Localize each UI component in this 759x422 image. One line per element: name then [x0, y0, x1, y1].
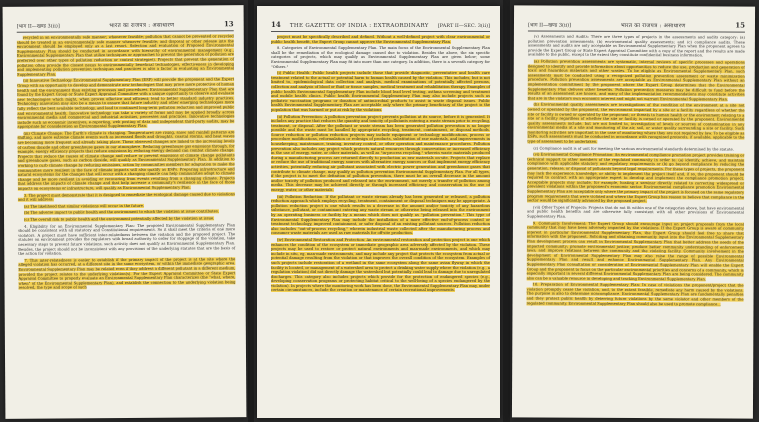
paragraph [527, 283, 744, 307]
highlighted-text: 10. Preparation of Environmental Supplementary Plan: In case of violations the proponent/project that the violation promptly cease the violation, and, to the extent feasible, remediate any harm caused by the violations. The purpose is also to determine noncompliance. Environmental Supplementary Plan are fundamentally penalties and they protect public health by deterring future violations by the same violator and other members of the regulated community. Environmental Supplementary Plan should also be used to promote compliance... [526, 282, 744, 307]
paragraph [271, 71, 490, 112]
gazette-page-13 [3, 5, 247, 419]
paragraph [271, 35, 490, 44]
paragraph [17, 78, 234, 130]
paragraph [18, 216, 235, 222]
page-header [17, 19, 234, 33]
header-title: भारत का राजपत्र : असाधारण [620, 22, 686, 30]
gazette-page-15 [512, 5, 755, 418]
highlighted-text: 9. Community Involvement: The Expert Group should encourage input on project proposals from the local community that may have been adversely impacted by the violations. If the Expert Group is aware of community interest in particular Environmental Supplementary Plan, the Expert Group should feel free to share that information with the proponent. Soliciting and obtaining community input into the Environmental Supplementary Plan development process can result in Environmental Supplementary Plan that better address the needs of the impacted community; promote environmental justice; produce better community understanding of enforcement laws; and improve relations between the community and the violating facility. Community involvement in the development of Environmental Supplementary Plan may also raise the range of possible Environmental Supplementary Plan and result and enhance Environmental Supplementary Plan. Any Environmental Supplementary Plan consultation or consideration of Environmental Supplementary Plan will enable the Expert Group and the proponent to focus on the particular environmental priorities and concerns of a community, which is especially important in several different Environmental Supplementary Plan are being considered. The community also can be a valuable resource in developing and tracking Environmental Supplementary Plan. [526, 221, 744, 282]
paragraph-text: 8. Categories of Environmental Supplementary Plan. The main focus of the Environmental Supplementary Plan shall be the remediation of the ecological damage caused due to violation. Besides the above, the six specific categories of projects, which may qualify as Environmental Supplementary Plan are given below; some Environmental Supplementary Plan may fit into more than one category. In addition, there is a seventh category for "Others." [271, 46, 490, 69]
paragraph-text: (vii) Other Types of Projects: Projects that do not fit within one of the categories above, but have environmental and public health benefits and are otherwise fully consistent with all other provisions of Environmental Supplementary Plan. [526, 205, 745, 219]
page-number: 15 [735, 20, 745, 30]
highlighted-text: recycled in an environmentally safe manner; whenever feasible; pollution that cannot be prevented or recycled should be treated in an environmentally safe manner whenever feasible; and disposal or other release into the environment should be employed only as a last resort. Selection and evaluation of Proposed Environmental Supplementary Plan should be conducted in accordance with hierarchy of environmental management (e.g., Environmental Supplementary Plan that utilize techniques or approaches to prevent the generation of pollution are preferred over other types of pollution reduction or control strategies). Projects that prevent the generation of pollution often provide the closest nexus to environmentally beneficial technologies, effectiveness in developing and implementing pollution prevention techniques and practices is also a factor in evaluating an Environmental Supplementary Plan. [16, 34, 235, 77]
paragraph [17, 130, 234, 191]
paragraph [17, 34, 234, 77]
page-gap-right [503, 0, 510, 422]
page-number: 14 [271, 20, 281, 29]
paragraph [18, 210, 235, 216]
paragraph [527, 221, 744, 282]
highlighted-text: (a) Pollution prevention assessments are systematic, internal reviews of specific processes and operations designed to identify and provide information about opportunities to reduce the use, production and generation of toxic and hazardous materials and other wastes. To be eligible as Environmental Supplementary Plan, such assessments must be conducted using a recognized pollution prevention assessment or waste minimization procedure. Pollution prevention assessments are acceptable as Environmental Supplementary Plan without an implementation commitment by the proponent where the Expert Group determines that the Environmental Supplementary Plan delivers other benefits. Pollution prevention measures may be difficult to fund before the results of an assessment are known, and many of the implementation recommendations may constitute activities that are in the violators own economic interest and might not warrant Environmental Supplementary Plan. [527, 59, 745, 102]
highlighted-text: (a) The likelihood that similar violations will occur in the future. [23, 203, 145, 209]
header-title: भारत का राजपत्र : असाधारण [109, 22, 175, 30]
paragraph [18, 257, 235, 291]
paragraph [528, 34, 745, 58]
paragraph [527, 205, 744, 220]
paragraph-text: (c) Compliance audit is of unit for meeting the various environmental standards determined by the statute. [533, 146, 734, 152]
highlighted-text: 7. This inter-relatedness is easier to establish if the primary impact of the project is at the site where the alleged violation has occurred, at a different site in the same ecosystem, or within the immediate geographic area. Environmental Supplementary Plan may be related even if they address a different pollutant in a different medium, provided the project relates to the underlying violation(s). For the Expert Appraisal Committee or State Expert Appraisal Committee to properly evaluate an Environmental Supplementary Plan characterizes (the "what, where, when" of the Environmental Supplementary Plan), and establish the connection to the underlying violation being resolved, the type and scope of such [18, 256, 236, 291]
highlighted-text: (i) Public Health: Public health projects include those that provide diagnostic, preventative and health care treatment related to the actual or potential harm to human health caused by the violation. This includes, but is not limited to, epidemiological data collection and analysis, medical examinations of potentially affected persons, collection and analysis of blood or fluid or tissue samples, medical treatment and rehabilitation therapy. Examples of public health Environmental Supplementary Plan include blood lead level testing, asthma screening and treatment and mobile health clinics. Public health Environmental Supplementary Plan may also include projects such as pediatric vaccination programs or donation of antimicrobial products to assist in waste disposal issues. Public health Environmental Supplementary Plan are acceptable only where the primary beneficiary of the project is the population that was harmed or put at risk by the violations. [271, 71, 490, 112]
highlighted-text: (ii) Innovative Technology Environmental Supplementary Plan (ESP) will provide the proponent and the Expert Group with an opportunity to develop and demonstrate new technologies that may prove more protective of human health and the environment than existing processes and procedures. Environmental Supplementary Plan that are found by the Expert Group or State Expert Appraisal Committee with a unique opportunity to observe and evaluate new technologies which might, when proven effective and efficient; lead to better standard industry practices. Technology innovation may also be a means to ensure that future industry and other emerging technologies more fully reflect the best available technology, and lead to continued long-term pollution reduction and improved public and environmental health. Innovative technology can take a variety of forms and may be applied broadly across environmental media and commercial and industrial activities, processes and practices. Innovative technologies include such as economic incentives, e-reporting, web posting of data and independent third-party audits, may be appropriate for consideration as Environmental Supplementary Plan. [17, 77, 235, 130]
highlighted-text: (b) The adverse impact to public health and the environment to which the violation at issue contributes. [23, 209, 219, 216]
paragraph [528, 59, 745, 101]
header-title: THE GAZETTE OF INDIA : EXTRAORDINARY [289, 23, 429, 29]
highlighted-text: (b) Environmental quality assessments are investigations of the condition of the environment at a site not owned or operated by the proponent, the environment impacted by a site or a facility regardless of whether the site or facility is owned or operated by the proponent; or threats to human health or the environment relating to a site or a facility regardless of whether the site or facility is owned or operated by the proponent. Environmental quality assessments include, but are not limited to, investigation of levels or sources of contamination in any environmental media at a site and monitoring of the air, soil, or water quality surrounding a site or facility. Such monitoring activities are important in the case of monitoring where they are not required by law. To be eligible as ESPs, such assessments must be conducted in accordance with recognized protocols, if available, applicable to the type of assessment to be undertaken. [527, 102, 745, 144]
highlighted-text: (iv) Environmental Restoration and Protection: An environmental restoration and protection project is one which enhances the condition of the ecosystem or immediate geographic area adversely affected by the violation. These projects may be used to restore or protect natural environments and man-made environments, and which may include in situ, eg, man-made environments, and may include any project that protects the ecosystem from actual or potential damage resulting from the violation or that improves the overall condition of the ecosystem. Examples of such projects include restoration of a wetland in the same ecosystem along the same avian flyway in which the facility is located, or management of a watershed area to protect a drinking water supply where the violation (e.g., a regulation violation) did not directly damage the watershed but potentially could lead to damage due to unregulated discharges. This category also includes projects which provide for the protection of endangered species (e.g., developing conservation programs or protecting habitat critical to the well-being of a species endangered by the violation). In projects where the monitoring work has been done, the Environmental Supplementary Plan may, under certain circumstances, include the creation or maintenance of certain recreational improvements. [271, 237, 490, 293]
highlighted-text: (ii) Pollution Prevention: A pollution prevention project prevents pollution at its source, before it is generated. It includes any practice that reduces the quantity and toxicity of pollutants entering a waste stream prior to recycling, treatment, or disposal. After the pollutant or waste stream has been generated pollution prevention is no longer possible and the waste must be handled by appropriate recycling, treatment, containment, or disposal methods. Source reduction or pollution reduction projects may include equipment or technology modifications, process or procedure modifications, reformulation or redesign of products, substitution of raw materials, and improvements in housekeeping, maintenance, training, inventory control, or other operation and maintenance procedures. Pollution prevention also includes any project which protects natural resources through conservation or increased efficiency in the use of energy, water, or other materials, as well as "in-process recycling," wherein waste materials produced during a manufacturing process are returned directly to production as raw materials on-site. Projects that replace or reduce the use of traditional energy sources with alternative energy sources or that implement energy efficiency activities, potentially reducing air pollutant associated with electric power generation and greenhouse gases that contribute to climate change, may qualify as pollution prevention Environmental Supplementary Plan. For all types, if the project is to meet the definition of pollution prevention, there must be an overall decrease in the amount and/or toxicity of pollution produced and released into the environment, not merely a transfer of pollution among media. This decrease may be achieved directly or through increased efficiency and conservation in the use of energy, water, or other materials. [271, 114, 490, 192]
paragraph-text: (v) Assessments and Audits: There are three types of projects in the assessments and audits category: (a) pollution prevention assessments; (b) environmental quality assessments; and (c) compliance audits. These assessments and audits are only acceptable as Environmental Supplementary Plan when the proponent agrees to provide the Expert Group or State Expert Appraisal Committee with a copy of the report and the results are made available to the public, except to the extent they constitute confidential business information. [527, 34, 745, 58]
page-body [527, 34, 745, 306]
page-header [528, 19, 745, 32]
paragraph-text: 4. Eligibility for an Environmental Supplementary Plan: The proposed Environmental Supplementary Plan should be consistent with all statutory and Constitutional requirements. So it shall meet the criteria of one more violators. A project must have sufficient inter-relatedness between the violation and the proposed project. The statutes on environment provides the regulators with broad authority to order for stoppage of the violation, take necessary steps to prevent future violations, such activity does not qualify as Environmental Supplementary Plan. Besides, the project should not be inconsistent with any provisions of the underlying statutes that are the basis of the action for violation. [18, 222, 236, 256]
page-body [271, 35, 490, 293]
gazette-page-14 [257, 6, 500, 418]
highlighted-text: (iii) Climate Change: The Earth's climate is changing. Temperatures are rising, snow and rainfall patterns are shifting, and more extreme climate events such as increased floods and droughts, coastal storms, and heat waves are becoming more frequent and already taking place. These observed changes are linked to the increasing levels of carbon dioxide and other greenhouse gases in our atmosphere. Reducing greenhouse gas emissions through, for example, energy efficiency projects that reduce emissions by reducing energy demand can combat climate change. Projects that reduce the causes of climate change and reduce or prevent emissions of climate change pollutants and greenhouse gases, such as carbon dioxide, will qualify as Environmental Supplementary Plan. In addition to working to curb climate change by reducing emissions, action by communities members for adaptation to make the communities more resilient in the face of climate impacts will also qualify as ESPs. Preparing infrastructure and natural ecosystems for the changes that will occur with a changing climate can help communities adapt to climate change and be more resilient in avoiding or recovering from events resulting from a changing climate. Projects that address the impacts of climate change and that help increase a community's resilience in the face of those impacts on ecosystems or infrastructure, will qualify as Environmental Supplementary Plan. [17, 130, 235, 191]
highlighted-text: (vi) Environmental Compliance Promotion: An environmental compliance promotion project provides training or technical support to other members of the regulated community in order to: (a) identify, achieve, and maintain compliance with applicable statutory and regulatory requirements or (b) go beyond compliance by reducing the generation, release, or disposal of pollutants beyond legal requirements. For these types of projects, the proponent may lack the experience, knowledge, or ability to implement the project itself and, if so, the proponent should be required to contract with an appropriate expert to develop and implement the compliance promotion project. Acceptable projects may include, for example, hosting a seminar directly related to correcting widespread or prevalent violations within the proponent's economic sector. Environmental compliance promotion Environmental Supplementary Plan are acceptable only where the primary impact of the project is focused on the same regulatory program requirements that were violated and where the Expert Group has reason to believe that compliance in the sector would be significantly advanced by the proposed project. [527, 152, 745, 204]
header-section: [PART II—SEC. 3(ii)] [437, 23, 490, 29]
highlighted-text: (iii) Pollution Reduction: If the pollutant or waste stream already has been generated or released, a pollution reduction approach which employs recycling, treatment, containment or disposal techniques may be appropriate. A pollution reduction project is one which results in a decrease in the amount and/or toxicity of any hazardous substance, pollutant, or contaminant entering any waste stream or otherwise being released into the environment by an operating business or facility by a means which does not qualify as "pollution prevention." This type of Environmental Supplementary Plan may include the installation of a more effective end-of-process control or treatment technology, improved containment, or safer disposal of an existing pollutant sources. Pollution reduction also includes "out-of-process recycling," wherein industrial waste collected after the manufacturing process and consumer waste materials are used as raw materials for off-site production. [271, 194, 490, 236]
paragraph [271, 195, 490, 236]
header-section: [भाग II—खण्ड 3(ii)] [16, 23, 60, 30]
paragraph [527, 153, 744, 205]
paragraph [18, 192, 235, 203]
page-header [271, 20, 490, 32]
paragraph [18, 223, 235, 257]
paragraph [271, 46, 490, 69]
page-body [17, 34, 236, 290]
highlighted-text: (c) The overall risk to public health and the environment potentially affected by the violation at issue. [24, 216, 215, 222]
paragraph [271, 115, 490, 193]
paragraph [527, 103, 744, 145]
highlighted-text: 3. The project must demonstrate that it is designed to remediate the ecological damage caused due to violations and it will address: [17, 191, 235, 202]
paragraph [18, 203, 235, 209]
header-section: [भाग II—खण्ड 3(ii)] [527, 22, 572, 29]
paragraph [527, 146, 744, 152]
paragraph [271, 238, 490, 293]
page-gap-left [248, 0, 254, 422]
page-number: 13 [223, 19, 234, 29]
highlighted-text: project must be specifically described and defined. Without a well-defined project with clear environmental or public health benefit, the Expert Group cannot approve the Environmental Supplementary Plan. [271, 35, 490, 44]
